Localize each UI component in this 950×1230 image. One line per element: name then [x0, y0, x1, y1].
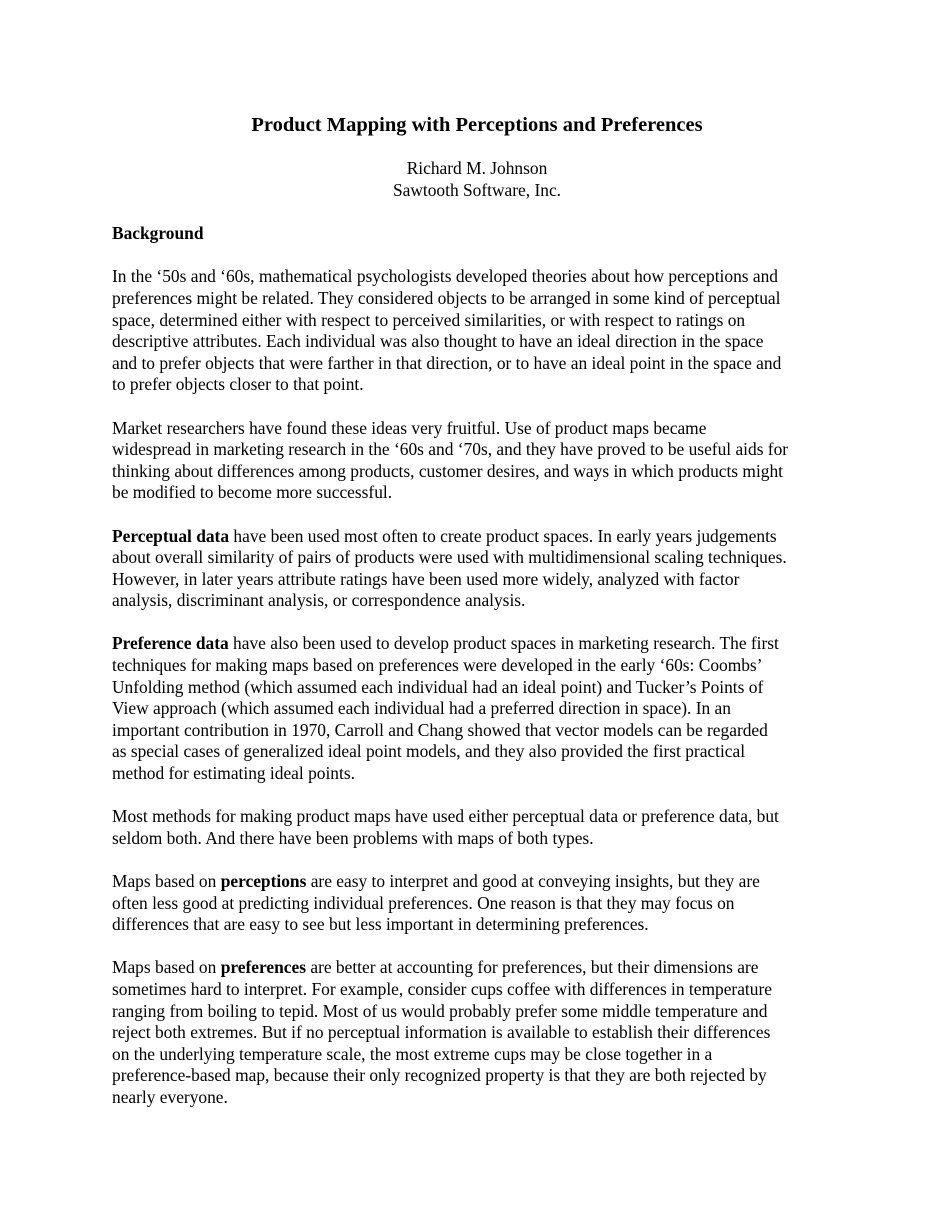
text-run: preferences might be related. They considered objects to be arranged in some kind of perceptual — [112, 287, 781, 308]
text-run: However, in later years attribute ratings have been used more widely, analyzed with factor — [112, 568, 740, 589]
paragraph-line — [112, 331, 842, 353]
text-run: ranging from boiling to tepid. Most of us would probably prefer some middle temperature and — [112, 1000, 768, 1021]
text-run: preference-based map, because their only recognized property is that they are both rejected by — [112, 1065, 767, 1086]
body-text — [112, 266, 842, 1108]
paragraph-line — [112, 482, 842, 504]
text-run: widespread in marketing research in the ‘60s and ‘70s, and they have proved to be useful aids for — [112, 439, 789, 460]
text-run: method for estimating ideal points. — [112, 763, 355, 784]
paragraph-line — [112, 547, 842, 569]
document-title: Product Mapping with Perceptions and Preferences — [251, 114, 703, 136]
paragraph — [112, 871, 842, 936]
paragraph-line — [112, 763, 842, 785]
paragraph-line — [112, 310, 842, 332]
paragraph-line — [112, 741, 842, 763]
text-run: Maps based on — [112, 871, 221, 891]
paragraph-line — [112, 1087, 842, 1109]
paragraph-line — [112, 461, 842, 483]
text-run: Market researchers have found these ideas very fruitful. Use of product maps became — [112, 417, 707, 438]
paragraph — [112, 526, 842, 612]
bold-term: preferences — [220, 957, 306, 978]
paragraph-line — [112, 828, 842, 850]
author-block — [112, 158, 842, 201]
text-run: Unfolding method (which assumed each individual had an ideal point) and Tucker’s Points of — [112, 676, 764, 697]
text-run: thinking about differences among products, customer desires, and ways in which products might — [112, 460, 784, 481]
paragraph-line — [112, 288, 842, 310]
text-run: View approach (which assumed each individual had a preferred direction in space). In an — [112, 698, 731, 719]
text-run: to prefer objects closer to that point. — [112, 374, 364, 395]
text-run: and to prefer objects that were farther in that direction, or to have an ideal point in the space and — [112, 352, 782, 373]
paragraph-line — [112, 590, 842, 612]
paragraph-line — [112, 806, 842, 828]
paragraph-line — [112, 957, 842, 979]
section-heading: Background — [112, 223, 204, 244]
document-page — [112, 112, 842, 1109]
author-name: Richard M. Johnson — [406, 158, 548, 178]
text-run: be modified to become more successful. — [112, 482, 393, 503]
paragraph-line — [112, 720, 842, 742]
text-run: reject both extremes. But if no perceptual information is available to establish their differences — [112, 1022, 771, 1043]
paragraph — [112, 633, 842, 784]
paragraph-line — [112, 655, 842, 677]
text-run: have also been used to develop product spaces in marketing research. The first — [228, 633, 779, 654]
text-run: techniques for making maps based on preferences were developed in the early ‘60s: Coombs’ — [112, 655, 763, 676]
paragraph-line — [112, 914, 842, 936]
paragraph-line — [112, 1022, 842, 1044]
text-run: are better at accounting for preferences, but their dimensions are — [306, 957, 759, 978]
text-run: differences that are easy to see but less important in determining preferences. — [112, 914, 649, 935]
paragraph-line — [112, 871, 842, 893]
text-run: about overall similarity of pairs of products were used with multidimensional scaling techniques. — [112, 547, 787, 568]
text-run: descriptive attributes. Each individual was also thought to have an ideal direction in the space — [112, 331, 764, 352]
paragraph-line — [112, 526, 842, 548]
paragraph-line — [112, 569, 842, 591]
text-run: Maps based on — [112, 957, 221, 978]
paragraph — [112, 806, 842, 849]
text-run: have been used most often to create product spaces. In early years judgements — [229, 525, 777, 546]
paragraph-line — [112, 677, 842, 699]
bold-term: Preference data — [112, 633, 229, 654]
text-run: space, determined either with respect to perceived similarities, or with respect to ratings on — [112, 309, 746, 330]
text-run: analysis, discriminant analysis, or correspondence analysis. — [112, 590, 526, 611]
text-run: important contribution in 1970, Carroll and Chang showed that vector models can be regarded — [112, 719, 768, 740]
paragraph — [112, 418, 842, 504]
paragraph-line — [112, 439, 842, 461]
paragraph-line — [112, 893, 842, 915]
paragraph-line — [112, 633, 842, 655]
paragraph — [112, 266, 842, 396]
text-run: as special cases of generalized ideal point models, and they also provided the first practical — [112, 741, 746, 762]
paragraph-line — [112, 1044, 842, 1066]
text-run: on the underlying temperature scale, the most extreme cups may be close together in a — [112, 1043, 713, 1064]
text-run: Most methods for making product maps have used either perceptual data or preference data, but — [112, 806, 779, 827]
paragraph-line — [112, 418, 842, 440]
paragraph-line — [112, 353, 842, 375]
paragraph-line — [112, 1001, 842, 1023]
paragraph-line — [112, 374, 842, 396]
text-run: seldom both. And there have been problems with maps of both types. — [112, 827, 594, 848]
author-affiliation: Sawtooth Software, Inc. — [392, 179, 562, 200]
paragraph-line — [112, 979, 842, 1001]
paragraph — [112, 957, 842, 1108]
bold-term: perceptions — [220, 871, 307, 891]
text-run: are easy to interpret and good at conveying insights, but they are — [306, 871, 760, 891]
paragraph-line — [112, 1065, 842, 1087]
paragraph-line — [112, 266, 842, 288]
text-run: sometimes hard to interpret. For example, consider cups coffee with differences in temperature — [112, 978, 772, 999]
paragraph-line — [112, 698, 842, 720]
text-run: nearly everyone. — [112, 1086, 228, 1107]
text-run: often less good at predicting individual preferences. One reason is that they may focus on — [112, 892, 735, 913]
bold-term: Perceptual data — [112, 525, 230, 546]
text-run: In the ‘50s and ‘60s, mathematical psychologists developed theories about how perceptions and — [112, 266, 778, 287]
